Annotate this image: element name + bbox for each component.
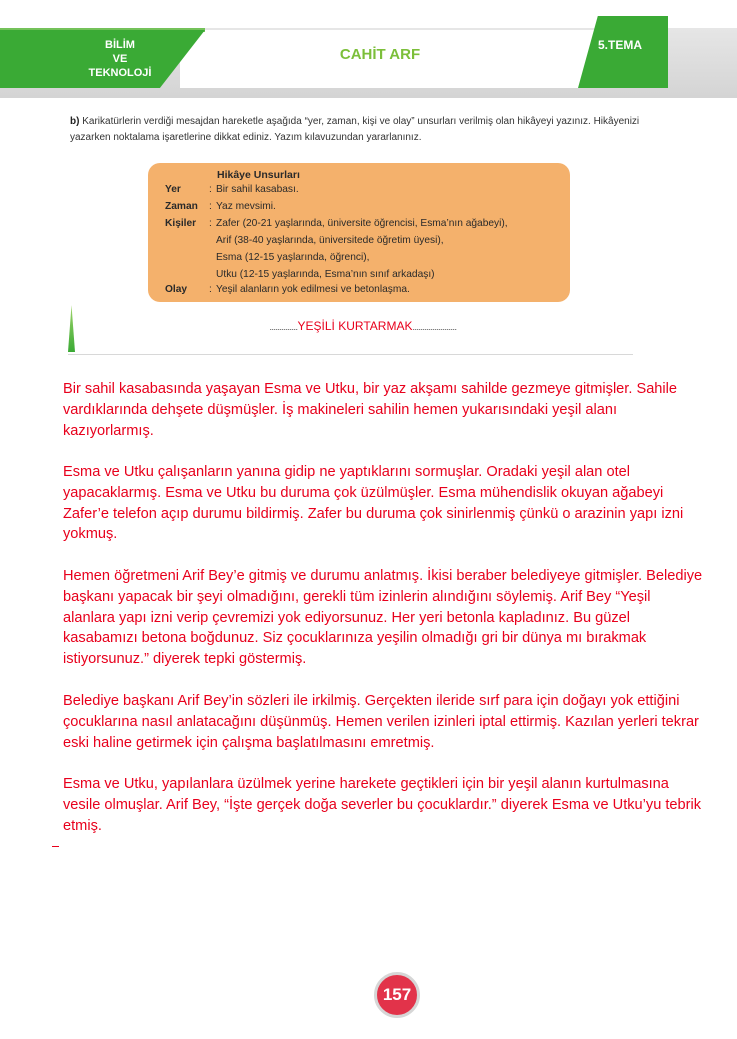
story-paragraph-4: Belediye başkanı Arif Bey’in sözleri ile irkilmiş. Gerçekten ileride sırf para için doğayı yok ettiğini çocuklarına nasıl anlatacağını düşünmüş. Hemen verilen izinleri iptal ettirmiş. Kazılan yerleri tekrar eski haline getirmek için çalışma başlatılmasını emretmiş.	[63, 693, 699, 751]
end-mark	[52, 846, 59, 847]
subject-line-1: BİLİM	[105, 39, 135, 51]
time-separator: :	[209, 201, 212, 212]
story-paragraph-1: Bir sahil kasabasında yaşayan Esma ve Utku, bir yaz akşamı sahilde gezmeye gitmişler. Sahile vardıklarında dehşete düşmüşler. İş makineleri sahilin hemen yukarısındaki yeşil alanı kazıyorlarmış.	[63, 381, 678, 439]
person-2: Arif (38-40 yaşlarında, üniversitede öğretim üyesi),	[216, 235, 444, 246]
book-title: CAHİT ARF	[339, 46, 421, 63]
event-separator: :	[209, 284, 212, 295]
place-value: Bir sahil kasabası.	[216, 184, 299, 195]
story-paragraph-2: Esma ve Utku çalışanların yanına gidip ne yaptıklarını sormuşlar. Oradaki yeşil alan otel yapacaklarmış. Esma ve Utku bu duruma çok üzülmüşler. Esma mühendislik okuyan ağabeyi Zafer’e telefon açıp durumu bildirmiş. Zafer bu duruma çok sinirlenmiş çünkü o arazinin yapı izni yokmuş.	[63, 464, 684, 543]
subject-label	[84, 38, 156, 80]
instruction-text	[70, 114, 670, 146]
subject-line-2: VE	[112, 53, 128, 65]
theme-label: 5.TEMA	[598, 38, 643, 52]
person-1: Zafer (20-21 yaşlarında, üniversite öğrencisi, Esma’nın ağabeyi),	[216, 218, 508, 229]
place-separator: :	[209, 184, 212, 195]
person-3: Esma (12-15 yaşlarında, öğrenci),	[216, 252, 370, 263]
writing-area-marker	[68, 305, 75, 352]
event-label: Olay	[165, 284, 188, 295]
people-row	[165, 218, 508, 229]
story-title-line	[248, 319, 478, 333]
story-paragraph-3: Hemen öğretmeni Arif Bey’e gitmiş ve durumu anlatmış. İkisi beraber belediyeye gitmişler. Belediye başkanı yapacak bir şeyi olmadığını, gerekli tüm izinlerin alındığını söylemiş. Arif Bey “Yeşil alanlara yapı izni verip çevremizi yok ediyorsunuz. Her yeri betonla kapladınız. Bu güzel kasabamızı betona boğdunuz. Siz çocuklarınıza yeşilin olmadığı gri bir dünya mı bırakmak istiyorsunuz.” diyerek tepki göstermiş.	[63, 568, 703, 668]
subject-line-3: TEKNOLOJİ	[88, 67, 152, 79]
people-label: Kişiler	[165, 218, 197, 229]
story-elements-box	[148, 163, 570, 302]
page-number: 157	[382, 985, 412, 1004]
title-dots-right: ......................	[412, 322, 457, 332]
instruction-body: Karikatürlerin verdiği mesajdan hareketle aşağıda “yer, zaman, kişi ve olay” unsurları verilmiş olan hikâyeyi yazınız. Hikâyenizi yazarken noktalama işaretlerine dikkat ediniz. Yazım kılavuzundan yararlanınız.	[70, 116, 640, 143]
event-row	[165, 284, 410, 295]
story-paragraph-5: Esma ve Utku, yapılanlara üzülmek yerine harekete geçtikleri için bir yeşil alanın kurtulmasına vesile olmuşlar. Arif Bey, “İşte gerçek doğa severler bu çocuklardır.” diyerek Esma ve Utku’yu tebrik etmiş.	[63, 776, 702, 834]
theme-tab	[578, 16, 668, 88]
story-elements-title: Hikâye Unsurları	[217, 169, 300, 181]
person-4: Utku (12-15 yaşlarında, Esma’nın sınıf arkadaşı)	[216, 269, 435, 280]
people-separator: :	[209, 218, 212, 229]
title-dots-left: ..............	[269, 322, 298, 332]
time-value: Yaz mevsimi.	[216, 201, 276, 212]
time-row	[165, 201, 276, 212]
place-label: Yer	[165, 184, 181, 195]
event-value: Yeşil alanların yok edilmesi ve betonlaşma.	[216, 284, 410, 295]
story-title: YEŞİLİ KURTARMAK	[297, 319, 413, 333]
instruction-label: b)	[70, 116, 80, 127]
place-row	[165, 184, 299, 195]
writing-line	[68, 354, 633, 355]
time-label: Zaman	[165, 201, 198, 212]
